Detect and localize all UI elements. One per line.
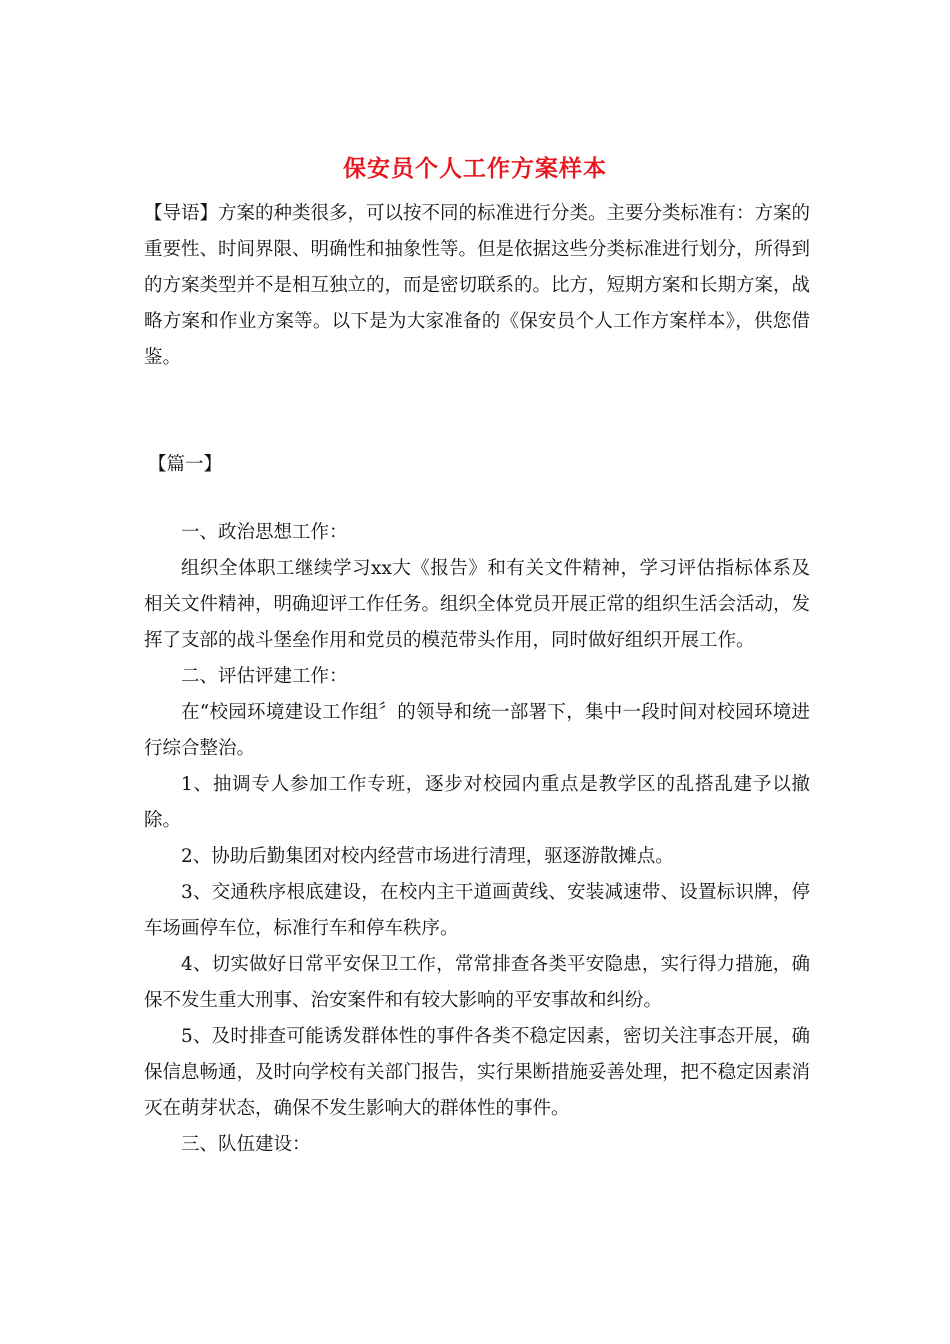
list-item: 3、交通秩序根底建设，在校内主干道画黄线、安装减速带、设置标识牌，停车场画停车位，标准行车和停车秩序。	[144, 882, 810, 939]
heading-team: 三、队伍建设：	[181, 1134, 311, 1155]
body-evaluation: 在“校园环境建设工作组〞的领导和统一部署下，集中一段时间对校园环境进行综合整治。	[144, 702, 810, 759]
list-item: 2、协助后勤集团对校内经营市场进行清理，驱逐游散摊点。	[181, 846, 674, 867]
section-one-body	[144, 515, 810, 1163]
section-label: 【篇一】	[148, 454, 223, 475]
list-item: 4、切实做好日常平安保卫工作，常常排查各类平安隐患，实行得力措施，确保不发生重大刑事、治安案件和有较大影响的平安事故和纠纷。	[144, 954, 810, 1011]
list-item: 1、抽调专人参加工作专班，逐步对校园内重点是教学区的乱搭乱建予以撤除。	[144, 774, 810, 831]
list-item: 5、及时排查可能诱发群体性的事件各类不稳定因素，密切关注事态开展，确保信息畅通，及时向学校有关部门报告，实行果断措施妥善处理，把不稳定因素消灭在萌芽状态，确保不发生影响大的群体性的事件。	[144, 1026, 811, 1119]
heading-political: 一、政治思想工作：	[181, 522, 348, 543]
page-title: 保安员个人工作方案样本	[343, 155, 607, 182]
body-political: 组织全体职工继续学习xx大《报告》和有关文件精神，学习评估指标体系及相关文件精神，明确迎评工作任务。组织全体党员开展正常的组织生活会活动，发挥了支部的战斗堡垒作用和党员的模范带头作用，同时做好组织开展工作。	[144, 558, 811, 651]
intro-text: 【导语】方案的种类很多，可以按不同的标准进行分类。主要分类标准有：方案的重要性、时间界限、明确性和抽象性等。但是依据这些分类标准进行划分，所得到的方案类型并不是相互独立的，而是密切联系的。比方，短期方案和长期方案，战略方案和作业方案等。以下是为大家准备的《保安员个人工作方案样本》，供您借鉴。	[144, 203, 811, 368]
intro-paragraph	[144, 196, 810, 376]
heading-evaluation: 二、评估评建工作：	[181, 666, 348, 687]
